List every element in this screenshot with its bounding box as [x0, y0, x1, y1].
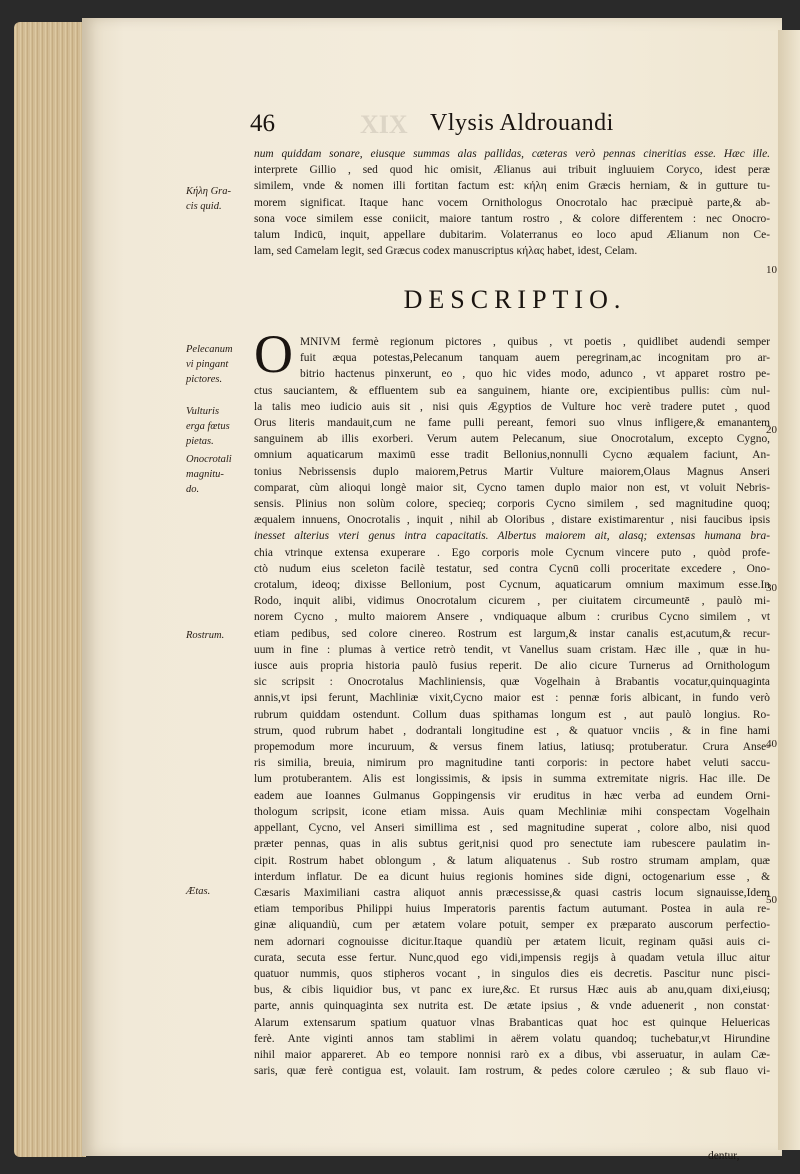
- page-number: 46: [250, 110, 275, 137]
- book-page-edges: [14, 22, 86, 1157]
- margin-note-line: pictores.: [186, 374, 223, 385]
- line-number: 40: [766, 738, 777, 750]
- text-line: propemodum more incuruum, & versus finem latius, latiusq; protuberatur. Crura Anse-: [254, 741, 770, 754]
- margin-note-onocrotali: [186, 452, 248, 497]
- text-line: talum Indicū, inquit, appellare dubitarim. Volaterranus eo loco apud Ælianum non Ce-: [254, 229, 770, 242]
- margin-note-line: Pelecanum: [186, 344, 233, 355]
- margin-note-line: magnitu-: [186, 469, 224, 480]
- text-line: nihil maior appareret. Ab eo tempore nonnisi rarò ex a dibus, vbi asseruatur, in aulam Cæ-: [254, 1048, 770, 1061]
- text-line: num quiddam sonare, eiusque summas alas pallidas, cæteras verò pennas cineritias esse. Hæc ille.: [254, 148, 770, 160]
- text-line: ferè. Ante viginti annos tam stablimi in aërem volatu quandoq; tuchebatur,vt Hirundine: [254, 1032, 770, 1045]
- margin-note-pelecanum: [186, 342, 248, 387]
- text-line: etiam pedibus, sed colore cinereo. Rostrum est largum,& instar canalis est,acutum,& recur-: [254, 627, 770, 640]
- text-line: ris similia, breuia, nimirum pro magnitudine tanti corporis: in pectore habet veluti saccu-: [254, 757, 770, 770]
- show-through-text: XIX: [360, 110, 408, 139]
- description-paragraph: [254, 334, 770, 1079]
- margin-note-aetas: [186, 884, 248, 899]
- text-line: saris, quæ ferè contigua est, volauit. Iam rostrum, & pedes colore cæruleo ; & sub flauo vi-: [254, 1065, 770, 1078]
- text-line: bus, & cibis liquidior bus, vt panc ex iure,&c. Et rursus Hæc auis ab anu,quam dixi,eiusq;: [254, 984, 770, 997]
- margin-note-line: Ætas.: [186, 886, 211, 897]
- text-line: sensis. Plinius non solùm colore, specieq; corporis Cycno similem , sed magnitudine quoq;: [254, 498, 770, 511]
- catchword: dentur,: [708, 1150, 740, 1162]
- line-number: 10: [766, 264, 777, 276]
- text-line: MNIVM fermè regionum pictores , quibus , vt poetis , quidlibet audendi semper: [300, 336, 770, 348]
- text-line: interprete Gillio , sed quod hic omisit, Ælianus aui tribuit ingluuiem Coryco, idest peræ: [254, 164, 770, 177]
- text-line: Rodo, inquit alibi, vidimus Onocrotalum cicurem , per ciuitatem circumeuntē , paulò mi-: [254, 595, 770, 608]
- running-title: Vlysis Aldrouandi: [430, 110, 614, 136]
- margin-note-line: Vulturis: [186, 406, 220, 417]
- text-line: sona voce similem esse coniicit, maiore tantum rostro , & colore differentem : nec Onocro-: [254, 212, 770, 225]
- margin-note-line: Κήλη Gra-: [186, 186, 232, 197]
- text-line: crotalum, ideoq; dixisse Bellonium, post Cycnum, aquaticarum omnium maximum esse.In: [254, 579, 770, 592]
- text-line: sic scripsit : Onocrotalus Machliniensis, quæ Vogelhain à Brabantis vocatur,quinquaginta: [254, 676, 770, 689]
- margin-note-line: Rostrum.: [186, 630, 225, 641]
- text-line: lum protuberantem. Alis est longissimis, & ipsis in summa extremitate nigris. Hac ille. De: [254, 773, 770, 786]
- margin-note-vulturis: [186, 404, 248, 449]
- text-line: Cæsaris Maximiliani castra aliquot annis præcessisse,& quasi castris locum signauisse,Idem: [254, 886, 770, 899]
- margin-note-line: do.: [186, 484, 200, 495]
- text-line: ctò nudum eius sceleton facilè testatur, sed contra Cycnū colli proceritate excedere , Ono-: [254, 562, 770, 575]
- text-line: ginæ aliquandiù, cum per ætatem volare potuit, semper ex præparato auscorum perfectio-: [254, 919, 770, 932]
- line-number: 30: [766, 582, 777, 594]
- text-line: etiam temporibus Philippi huius Imperatoris parentis factum autumant. Postea in aula re-: [254, 903, 770, 916]
- text-line: sanguinem ab illis exorberi. Verum autem Pelecanum, siue Onocrotalum, excepto Cygno,: [254, 433, 770, 446]
- text-line: bitrio hactenus pinxerunt, eo , quo hic vides modo, adunco , vt apparet rostro pe-: [300, 368, 770, 381]
- text-line: omnium aquaticarum maximū esse tradit Bellonius,nonnulli Cycno æqualem faciunt, An-: [254, 449, 770, 462]
- drop-cap: O: [254, 324, 293, 384]
- text-line: quatuor nummis, quos stipheros vocant , in singulos dies eis decretis. Pascitur nunc pisci-: [254, 967, 770, 980]
- text-line: eadem aue Ioannes Gulmanus Goppingensis vir eruditus in hæc verba ad eundem Orni-: [254, 789, 770, 802]
- text-line: æqualem innuens, Onocrotalis , inquit , nihil ab Oloribus , distare existimarentur , nisi faucibus ipsis: [254, 514, 770, 527]
- text-line: uum in fine : plumas à vertice retrò tendit, vt Vanellus suam cristam. Hæc ille , quæ in hu-: [254, 643, 770, 656]
- text-line: curata, secuta esse fertur. Nunc,quod ego vidi,impensis regijs à quadam vetula illuc aitur: [254, 951, 770, 964]
- text-line: parte, annis quinquaginta sex nutrita est. De ætate ipsius , & vnde aduenerit , non constat·: [254, 1000, 770, 1013]
- text-line: nem adornari cognouisse dicitur.Itaque quandiù per ætatem licuit, reginam quāsi auis ci-: [254, 935, 770, 948]
- text-line: rubrum quiddam ostendunt. Collum duas spithamas longum est , aut paulò longius. Ro-: [254, 708, 770, 721]
- text-line: morem significat. Itaque hanc vocem Ornithologus Onocrotalo hac præcipuè parte,& ab-: [254, 196, 770, 209]
- margin-note-line: vi pingant: [186, 359, 229, 370]
- text-line: lam, sed Camelam legit, sed Græcus codex manuscriptus κήλας habet, idest, Celam.: [254, 245, 638, 258]
- text-line: norem Cycno , multo maiorem Ansere , vndiquaque album : cruribus Cycno similem , vt: [254, 611, 770, 624]
- text-line: ctus sauciantem, & effluentem sub ea sanguinem, hiante ore, excipientibus pullis: cùm nul-: [254, 384, 770, 397]
- text-line: thologum scripsit, icone etiam missa. Auis quam Mechliniæ mihi conspectam Vogelhain: [254, 805, 770, 818]
- text-line: appellant, Cycno, vel Anseri simillima est , sed magnitudine superat , colore albo, nisi quod: [254, 822, 770, 835]
- margin-note-line: pietas.: [186, 436, 214, 447]
- margin-note-kele: [186, 184, 248, 214]
- text-line: la talis meo iudicio auis sit , nisi quis Ægyptios de Vulture hoc verè tradere putet , quod: [254, 400, 770, 413]
- line-number: 50: [766, 894, 777, 906]
- text-line: comparat, cùm alioqui longè maior sit, Cycno tamen duplo maior non est, vt voluit Nebris-: [254, 481, 770, 494]
- margin-note-rostrum: [186, 628, 248, 643]
- text-line: præter pennas, quas in alis subtus gerit,nisi quod pro senectute iam rubescere paulatim in-: [254, 838, 770, 851]
- margin-note-line: Onocrotali: [186, 454, 232, 465]
- text-line: Alarum extensarum spatium quatuor vlnas Brabanticas quat hoc est quinque Heluericas: [254, 1016, 770, 1029]
- text-line: iusce auis propria historia paulò fusius reperit. De alio cicure Turnerus ad Ornithologum: [254, 660, 770, 673]
- text-line: fuit æqua potestas,Pelecanum tanquam auem peregrinam,ac incognitam pro ar-: [300, 352, 770, 365]
- text-line: cipit. Rostrum habet oblongum , & latum aliquatenus . Sub rostro strumam amplam, quæ: [254, 854, 770, 867]
- text-line: annis,vt ipsi ferunt, Machliniæ vixit,Cycno maior est : pennæ foris albicant, in fundo verò: [254, 692, 770, 705]
- section-title: DESCRIPTIO.: [403, 285, 627, 314]
- text-line: interdum inflatur. De ea dicunt huius regionis homines side digni, octogenarium esse , &: [254, 870, 770, 883]
- top-paragraph: [254, 146, 770, 259]
- margin-note-line: erga fœtus: [186, 421, 230, 432]
- text-line: Orus literis mandauit,cum ne fame pulli pereant, femori suo vlnus infligere,& emanantem: [254, 417, 770, 430]
- margin-note-line: cis quid.: [186, 201, 222, 212]
- text-line: tonius Nebrissensis duplo maiorem,Petrus Martir Vulture maiorem,Olaus Magnus Anseri: [254, 465, 770, 478]
- facing-page-edge: [778, 30, 800, 1150]
- text-line: inesset alterius vteri genus intra capacitatis. Albertus maiorem ait, alasq; extensas humana bra-: [254, 530, 770, 543]
- page-header: [250, 110, 750, 144]
- text-line: chia vtrinque extensa exuperare . Ego corporis mole Cycnum vincere puto , quòd profe-: [254, 546, 770, 559]
- text-line: similem, vnde & nomen illi fortitan factum est: κήλη enim Græcis herniam, & in gutture tu-: [254, 180, 770, 193]
- line-number: 20: [766, 424, 777, 436]
- text-line: strum, quod rubrum habet , dodrantali longitudine est , & quatuor vnciis , & in fine hami: [254, 724, 770, 737]
